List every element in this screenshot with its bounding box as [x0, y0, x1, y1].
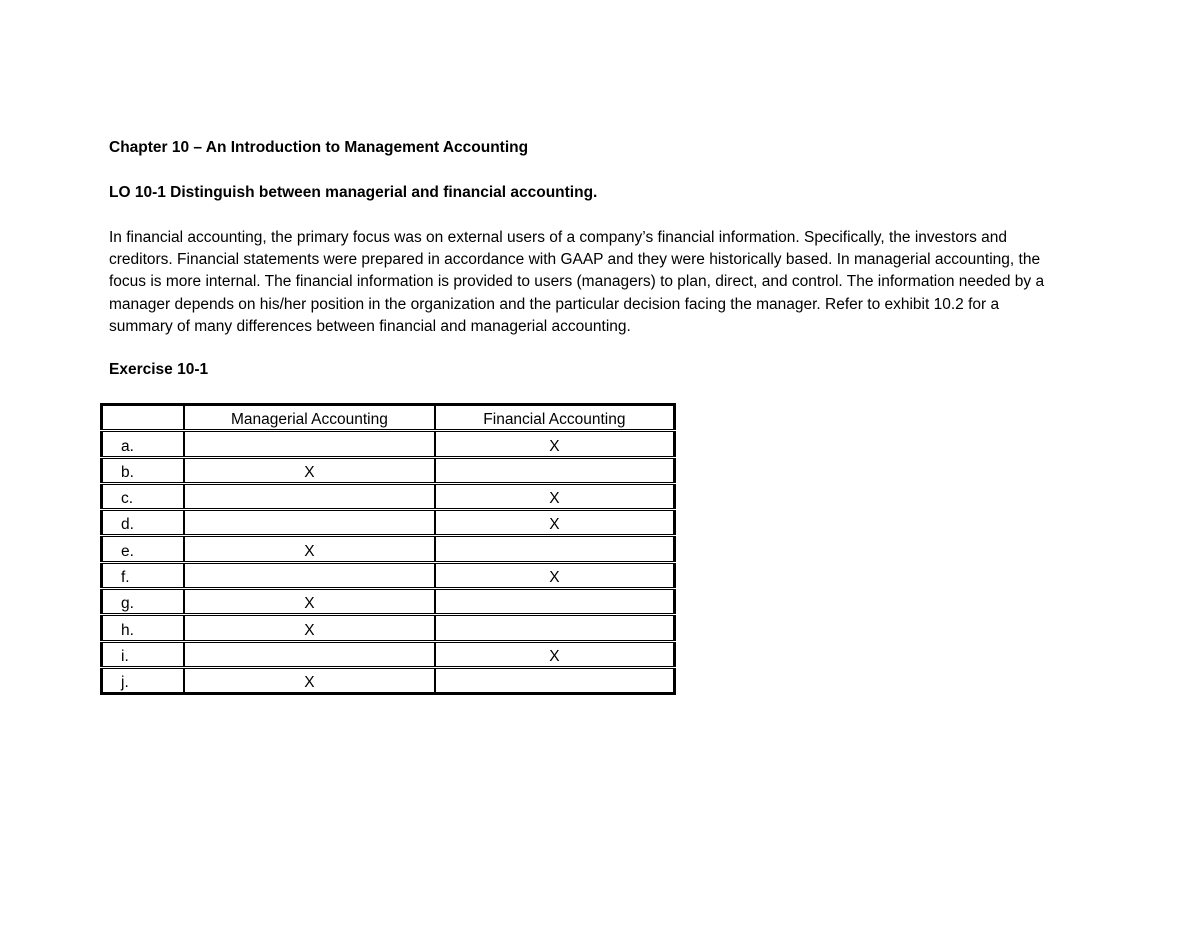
managerial-cell	[184, 641, 435, 667]
body-line: creditors. Financial statements were prepared in accordance with GAAP and they were historically based. In managerial accounting, the	[109, 251, 1041, 269]
managerial-cell: X	[184, 615, 435, 641]
managerial-cell	[184, 510, 435, 536]
body-line: summary of many differences between financial and managerial accounting.	[109, 317, 631, 335]
financial-cell: X	[435, 510, 675, 536]
row-label: f.	[102, 562, 185, 588]
financial-cell	[435, 667, 675, 693]
row-label: j.	[102, 667, 185, 693]
managerial-cell: X	[184, 457, 435, 483]
chapter-title: Chapter 10 – An Introduction to Management Accounting	[109, 139, 529, 156]
table-row	[102, 536, 675, 562]
table-row	[102, 510, 675, 536]
managerial-cell	[184, 562, 435, 588]
body-line: In financial accounting, the primary focus was on external users of a company’s financial information. Specifically, the investors and	[109, 229, 1008, 246]
row-label: a.	[102, 431, 185, 457]
body-paragraph	[109, 227, 1134, 338]
exercise-heading: Exercise 10-1	[109, 361, 209, 378]
financial-cell	[435, 457, 675, 483]
header-financial-accounting: Financial Accounting	[435, 405, 675, 431]
financial-cell	[435, 589, 675, 615]
managerial-cell: X	[184, 589, 435, 615]
financial-cell: X	[435, 641, 675, 667]
table-row	[102, 615, 675, 641]
table-row	[102, 589, 675, 615]
managerial-cell: X	[184, 536, 435, 562]
table-row	[102, 667, 675, 693]
managerial-cell	[184, 483, 435, 509]
row-label: h.	[102, 615, 185, 641]
row-label: g.	[102, 589, 185, 615]
financial-cell	[435, 615, 675, 641]
financial-cell: X	[435, 431, 675, 457]
table-row	[102, 641, 675, 667]
row-label: c.	[102, 483, 185, 509]
table-header-row	[102, 405, 675, 431]
table-row	[102, 562, 675, 588]
header-managerial-accounting: Managerial Accounting	[184, 405, 435, 431]
row-label: d.	[102, 510, 185, 536]
financial-cell: X	[435, 483, 675, 509]
financial-cell: X	[435, 562, 675, 588]
exercise-answer-table	[100, 403, 676, 695]
learning-objective-heading: LO 10-1 Distinguish between managerial and financial accounting.	[109, 184, 598, 201]
managerial-cell: X	[184, 667, 435, 693]
managerial-cell	[184, 431, 435, 457]
financial-cell	[435, 536, 675, 562]
table-row	[102, 457, 675, 483]
body-line: focus is more internal. The financial information is provided to users (managers) to plan, direct, and control. The information needed by a	[109, 273, 1045, 291]
row-label: e.	[102, 536, 185, 562]
row-label: i.	[102, 641, 185, 667]
table-row	[102, 431, 675, 457]
table-row	[102, 483, 675, 509]
body-line: manager depends on his/her position in the organization and the particular decision facing the manager. Refer to exhibit 10.2 for a	[109, 295, 1000, 313]
header-blank-cell	[102, 405, 185, 431]
row-label: b.	[102, 457, 185, 483]
